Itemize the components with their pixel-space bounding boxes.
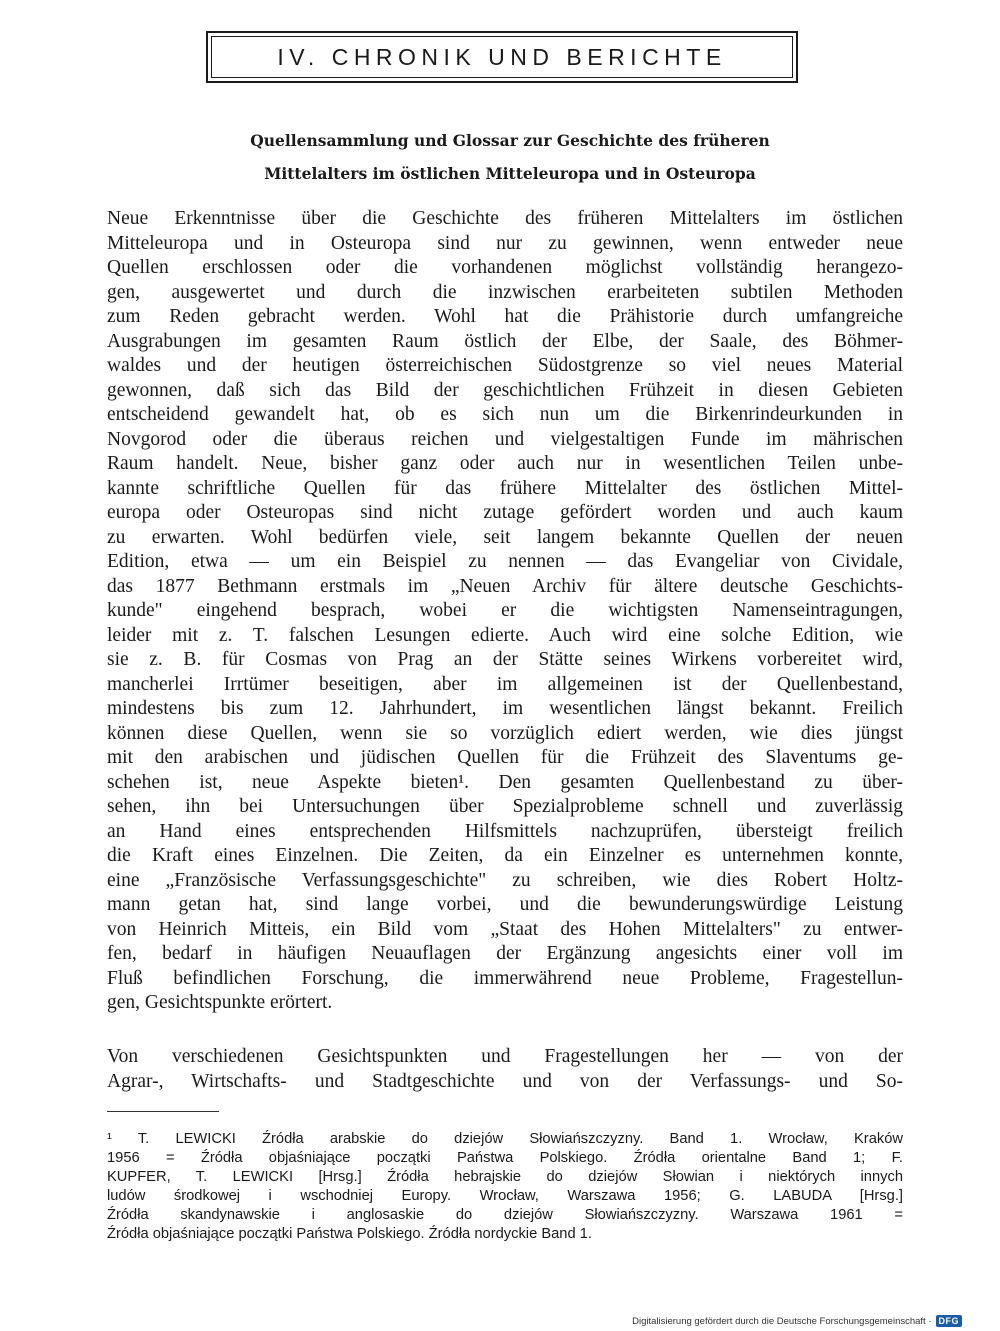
paragraph-1-line: Novgorod oder die überaus reichen und vielgestaltigen Funde im mährischen [107,428,903,450]
article-title-line-2: Mittelalters im östlichen Mitteleuropa und in Osteuropa [264,164,756,183]
footnote-line: Źródła objaśniające początki Państwa Polskiego. Źródła nordyckie Band 1. [107,1226,592,1242]
paragraph-1-line: schehen ist, neue Aspekte bieten¹. Den gesamten Quellenbestand zu über- [107,771,903,793]
section-header-inner-frame [211,36,793,78]
footnote-line: ¹ T. LEWICKI Źródła arabskie do dziejów Słowiańszczyzny. Band 1. Wrocław, Kraków [107,1131,903,1147]
paragraph-1-line: europa oder Osteuropas sind nicht zutage gefördert worden und auch kaum [107,502,903,523]
paragraph-1-line: gewonnen, daß sich das Bild der geschichtlichen Frühzeit in diesen Gebieten [107,379,903,401]
paragraph-1-line: zum Reden gebracht werden. Wohl hat die Prähistorie durch umfangreiche [107,306,903,327]
paragraph-1-line: kunde" eingehend besprach, wobei er die wichtigsten Namenseintragungen, [107,600,903,621]
paragraph-1-line: mancherlei Irrtümer beseitigen, aber im allgemeinen ist der Quellenbestand, [107,673,903,695]
footnotes [107,1130,903,1244]
paragraph-1-line: waldes und der heutigen österreichischen Südostgrenze so viel neues Material [107,355,903,376]
credit-text: Digitalisierung gefördert durch die Deutsche Forschungsgemeinschaft · [632,1315,932,1327]
dfg-logo: DFG [936,1315,963,1327]
paragraph-1-line: kannte schriftliche Quellen für das frühere Mittelalter des östlichen Mittel- [107,477,903,499]
footnote-line: ludów środkowej i wschodniej Europy. Wrocław, Warszawa 1956; G. LABUDA [Hrsg.] [107,1188,903,1204]
footnote-line: Źródła skandynawskie i anglosaskie do dziejów Słowiańszczyzny. Warszawa 1961 = [107,1207,903,1223]
paragraph-1-line: Fluß befindlichen Forschung, die immerwährend neue Probleme, Fragestellun- [107,967,903,989]
section-title: IV. CHRONIK UND BERICHTE [277,43,727,70]
footnote-line: KUPFER, T. LEWICKI [Hrsg.] Źródła hebrajskie do dziejów Słowian i niektórych innych [107,1169,903,1185]
paragraph-1-line: gen, Gesichtspunkte erörtert. [107,992,333,1013]
section-header-box [206,31,798,83]
paragraph-1 [107,207,903,1016]
paragraph-1-line: leider mit z. T. falschen Lesungen edierte. Auch wird eine solche Edition, wie [107,624,903,646]
paragraph-1-line: sehen, ihn bei Untersuchungen über Spezialprobleme schnell und zuverlässig [107,796,903,817]
digitization-credit [632,1315,962,1327]
paragraph-2 [107,1045,903,1094]
paragraph-1-line: Quellen erschlossen oder die vorhandenen möglichst vollständig herangezo- [107,257,903,278]
paragraph-1-line: Mitteleuropa und in Osteuropa sind nur zu gewinnen, wenn entweder neue [107,232,903,254]
paragraph-1-line: entscheidend gewandelt hat, ob es sich nun um die Birkenrindeurkunden in [107,404,903,425]
paragraph-1-line: von Heinrich Mitteis, ein Bild vom „Staat des Hohen Mittelalters" zu entwer- [107,918,903,940]
paragraph-2-line: Von verschiedenen Gesichtspunkten und Fragestellungen her — von der [107,1046,903,1067]
paragraph-1-line: mindestens bis zum 12. Jahrhundert, im wesentlichen längst bekannt. Freilich [107,698,903,719]
paragraph-1-line: sie z. B. für Cosmas von Prag an der Stätte seines Wirkens vorbereitet wird, [107,649,903,670]
paragraph-1-line: Edition, etwa — um ein Beispiel zu nennen — das Evangeliar von Cividale, [107,551,903,572]
paragraph-1-line: eine „Französische Verfassungsgeschichte" zu schreiben, wie dies Robert Holtz- [107,869,903,891]
paragraph-1-line: gen, ausgewertet und durch die inzwischen erarbeiteten subtilen Methoden [107,281,903,303]
paragraph-1-line: fen, bedarf in häufigen Neuauflagen der Ergänzung angesichts einer voll im [107,943,903,964]
paragraph-1-line: die Kraft eines Einzelnen. Die Zeiten, da ein Einzelner es unternehmen konnte, [107,845,903,866]
paragraph-1-line: an Hand eines entsprechenden Hilfsmittels nachzuprüfen, übersteigt freilich [107,820,903,842]
footnote-divider [107,1111,219,1112]
footnote-line: 1956 = Źródła objaśniające początki Państwa Polskiego. Źródła orientalne Band 1; F. [107,1150,903,1166]
paragraph-1-line: zu erwarten. Wohl bedürfen viele, seit langem bekannte Quellen der neuen [107,526,903,548]
paragraph-1-line: Ausgrabungen im gesamten Raum östlich der Elbe, der Saale, des Böhmer- [107,330,903,352]
paragraph-1-line: Neue Erkenntnisse über die Geschichte des früheren Mittelalters im östlichen [107,208,903,229]
paragraph-1-line: mann getan hat, sind lange vorbei, und die bewunderungswürdige Leistung [107,894,903,915]
paragraph-1-line: können diese Quellen, wenn sie so vorzüglich ediert werden, wie dies jüngst [107,722,903,744]
paragraph-2-line: Agrar-, Wirtschafts- und Stadtgeschichte und von der Verfassungs- und So- [107,1070,903,1092]
article-title-line-1: Quellensammlung und Glossar zur Geschichte des früheren [250,131,770,150]
paragraph-1-line: mit den arabischen und jüdischen Quellen für die Frühzeit des Slaventums ge- [107,747,903,768]
paragraph-1-line: das 1877 Bethmann erstmals im „Neuen Archiv für ältere deutsche Geschichts- [107,575,903,597]
paragraph-1-line: Raum handelt. Neue, bisher ganz oder auch nur in wesentlichen Teilen unbe- [107,453,903,474]
